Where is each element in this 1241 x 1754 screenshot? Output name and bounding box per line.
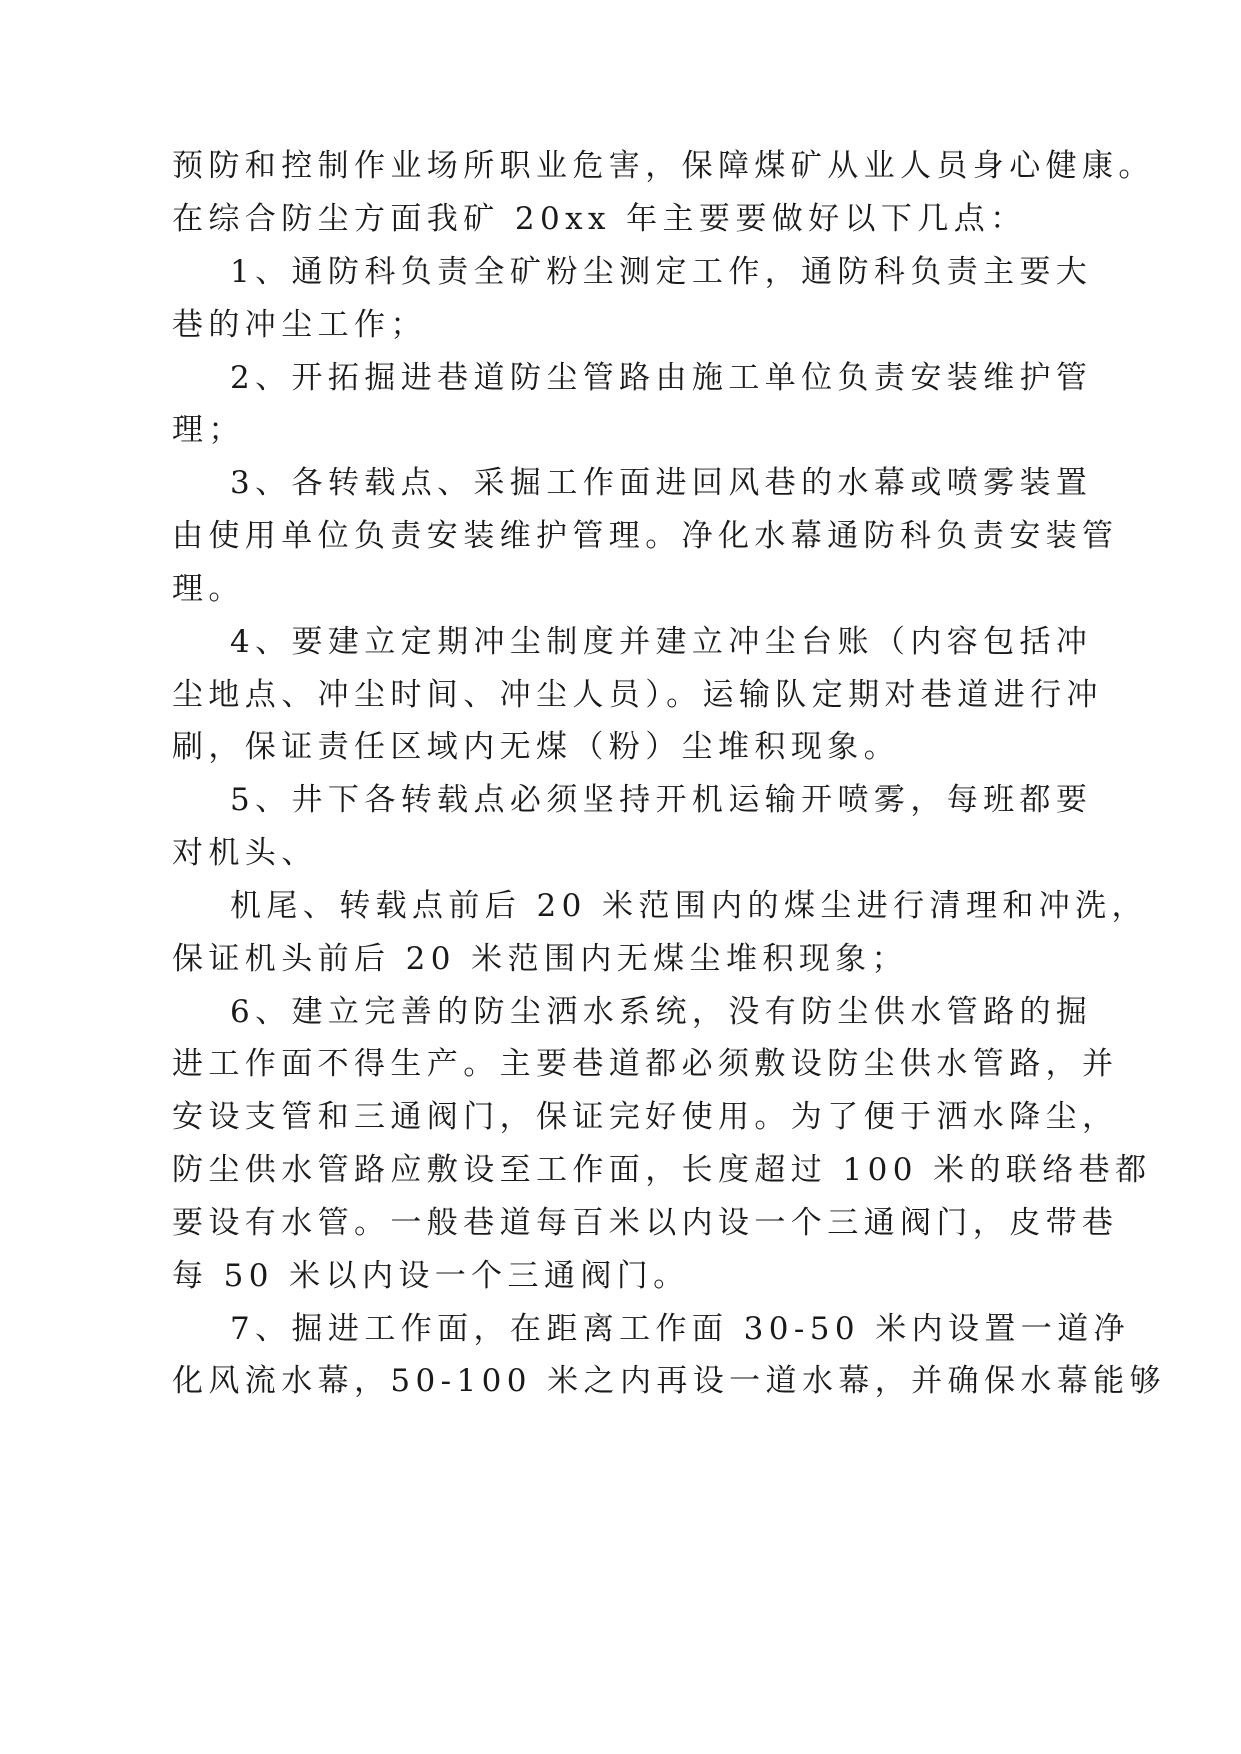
- text-line: 刷，保证责任区域内无煤（粉）尘堆积现象。: [172, 729, 900, 765]
- text-line: 理。: [172, 571, 245, 607]
- text-line: 由使用单位负责安装维护管理。净化水幕通防科负责安装管: [172, 518, 1119, 554]
- text-line: 3、各转载点、采掘工作面进回风巷的水幕或喷雾装置: [230, 465, 1093, 501]
- text-line: 预防和控制作业场所职业危害，保障煤矿从业人员身心健康。: [172, 148, 1155, 184]
- text-line: 巷的冲尘工作；: [172, 307, 427, 343]
- text-line: 化风流水幕，50-100 米之内再设一道水幕，并确保水幕能够: [172, 1363, 1166, 1399]
- text-line: 保证机头前后 20 米范围内无煤尘堆积现象；: [172, 941, 908, 977]
- text-line: 每 50 米以内设一个三通阀门。: [172, 1258, 690, 1294]
- text-line: 安设支管和三通阀门，保证完好使用。为了便于洒水降尘，: [172, 1099, 1119, 1135]
- text-line: 机尾、转载点前后 20 米范围内的煤尘进行清理和冲洗，: [230, 888, 1148, 924]
- text-line: 对机头、: [172, 835, 318, 871]
- text-line: 2、开拓掘进巷道防尘管路由施工单位负责安装维护管: [230, 360, 1093, 396]
- text-line: 在综合防尘方面我矿 20xx 年主要要做好以下几点：: [172, 201, 1027, 237]
- text-line: 7、掘进工作面，在距离工作面 30-50 米内设置一道净: [230, 1311, 1130, 1347]
- text-line: 6、建立完善的防尘洒水系统，没有防尘供水管路的掘: [230, 994, 1093, 1030]
- text-line: 4、要建立定期冲尘制度并建立冲尘台账（内容包括冲: [230, 624, 1093, 660]
- text-line: 5、井下各转载点必须坚持开机运输开喷雾，每班都要: [230, 782, 1093, 818]
- text-line: 1、通防科负责全矿粉尘测定工作，通防科负责主要大: [230, 254, 1093, 290]
- text-line: 理；: [172, 412, 245, 448]
- text-line: 进工作面不得生产。主要巷道都必须敷设防尘供水管路，并: [172, 1046, 1119, 1082]
- text-line: 要设有水管。一般巷道每百米以内设一个三通阀门，皮带巷: [172, 1205, 1119, 1241]
- text-line: 尘地点、冲尘时间、冲尘人员）。运输队定期对巷道进行冲: [172, 677, 1103, 713]
- text-line: 防尘供水管路应敷设至工作面，长度超过 100 米的联络巷都: [172, 1152, 1152, 1188]
